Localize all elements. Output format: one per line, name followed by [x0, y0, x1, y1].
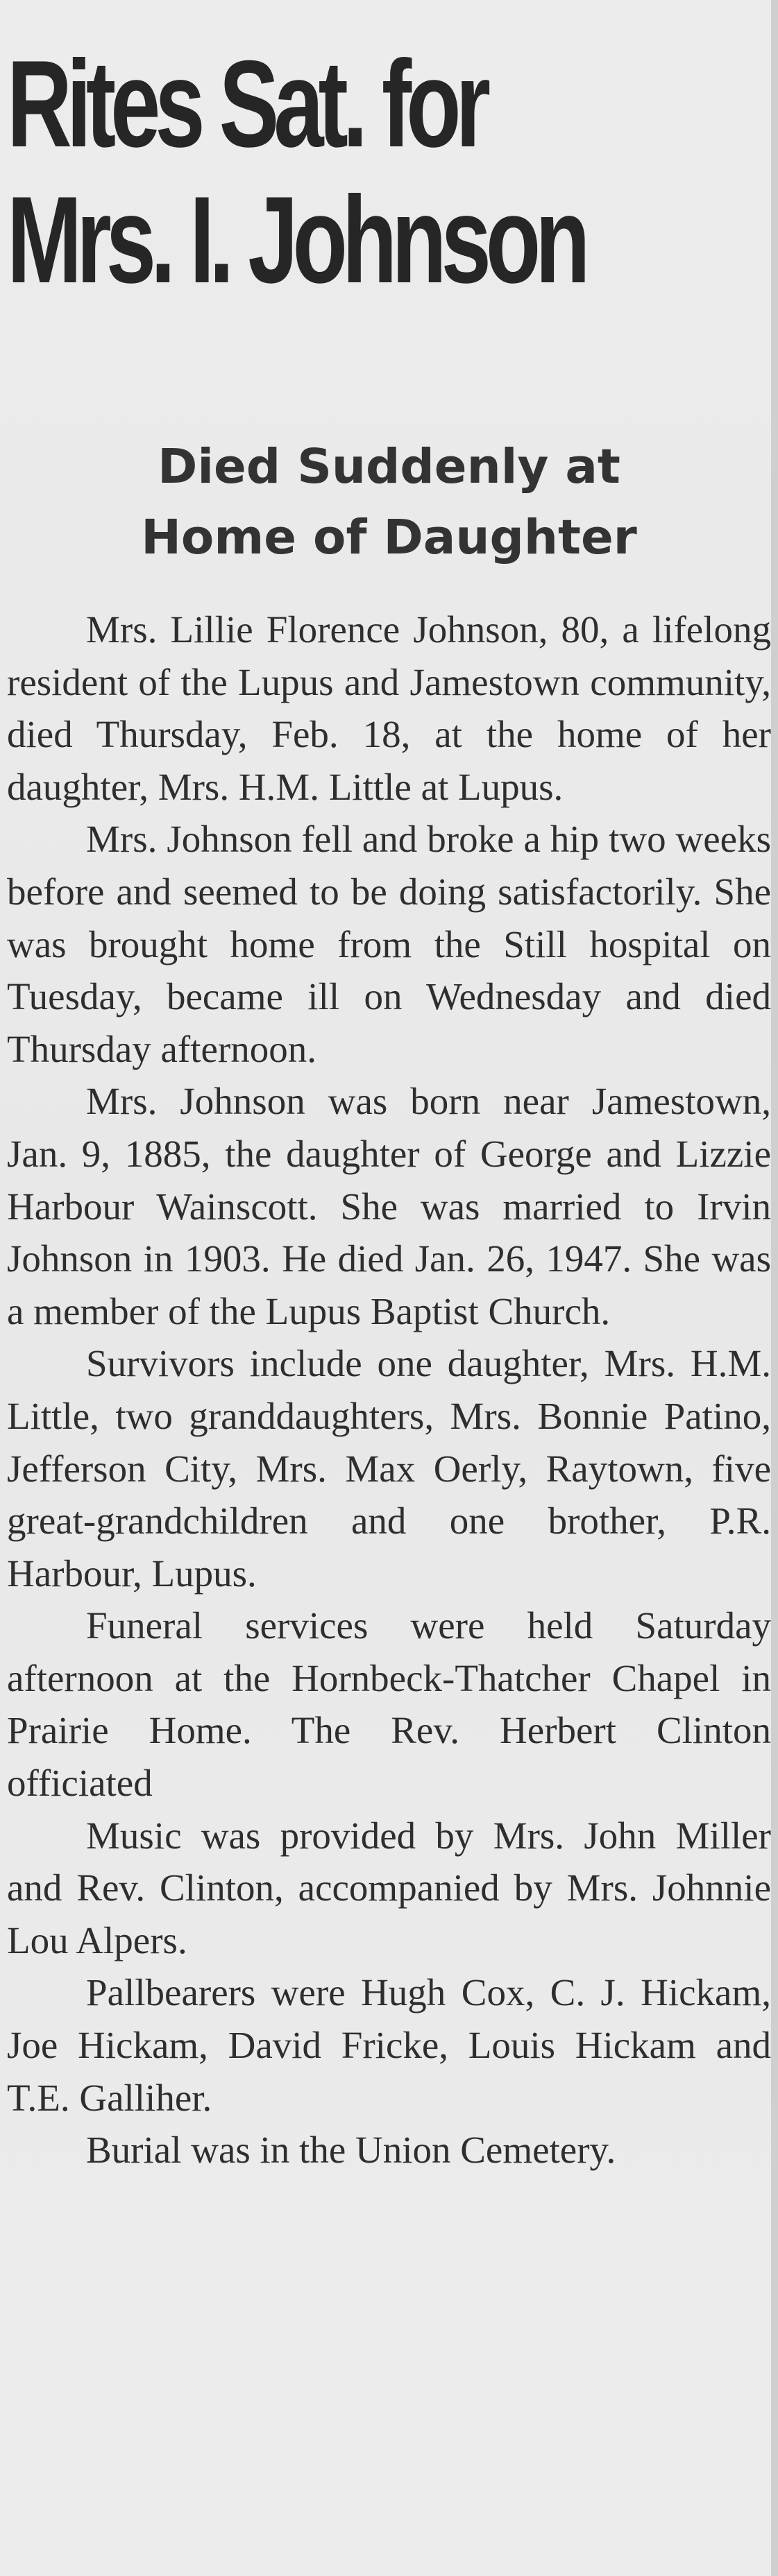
headline-line-1: Rites Sat. for [7, 35, 486, 173]
paragraph-biography: Mrs. Johnson was born near Jamestown, Jan. 9, 1885, the daughter of George and Lizzie Harbour Wainscott. She was married to Irvin Johnson in 1903. He died Jan. 26, 1947. She was a member of the Lupus Baptist Church. [7, 1080, 771, 1332]
paragraph-death-notice: Mrs. Lillie Florence Johnson, 80, a lifelong resident of the Lupus and Jamestown community, died Thursday, Feb. 18, at the home of her daughter, Mrs. H.M. Little at Lupus. [7, 608, 771, 808]
paragraph-survivors: Survivors include one daughter, Mrs. H.M. Little, two granddaughters, Mrs. Bonnie Patino, Jefferson City, Mrs. Max Oerly, Raytown, five great-grandchildren and one brother, P.R. Harbour, Lupus. [7, 1342, 771, 1595]
subheadline-line-1: Died Suddenly at [158, 439, 620, 495]
article-body [7, 603, 771, 2176]
subheadline [7, 431, 771, 573]
subheadline-line-2: Home of Daughter [141, 510, 637, 565]
paragraph-burial: Burial was in the Union Cemetery. [86, 2129, 616, 2172]
column-rule [771, 0, 778, 2576]
paragraph-pallbearers: Pallbearers were Hugh Cox, C. J. Hickam, Joe Hickam, David Fricke, Louis Hickam and T.E. Galliher. [7, 1971, 771, 2119]
headline [7, 0, 585, 309]
paragraph-funeral-services: Funeral services were held Saturday afternoon at the Hornbeck-Thatcher Chapel in Prairie Home. The Rev. Herbert Clinton officiated [7, 1604, 771, 1805]
headline-line-2: Mrs. I. Johnson [7, 171, 585, 309]
paragraph-injury: Mrs. Johnson fell and broke a hip two weeks before and seemed to be doing satisfactorily. She was brought home from the Still hospital on Tuesday, became ill on Wednesday and died Thursday afternoon. [7, 818, 771, 1070]
paragraph-music: Music was provided by Mrs. John Miller and Rev. Clinton, accompanied by Mrs. Johnnie Lou Alpers. [7, 1814, 771, 1961]
